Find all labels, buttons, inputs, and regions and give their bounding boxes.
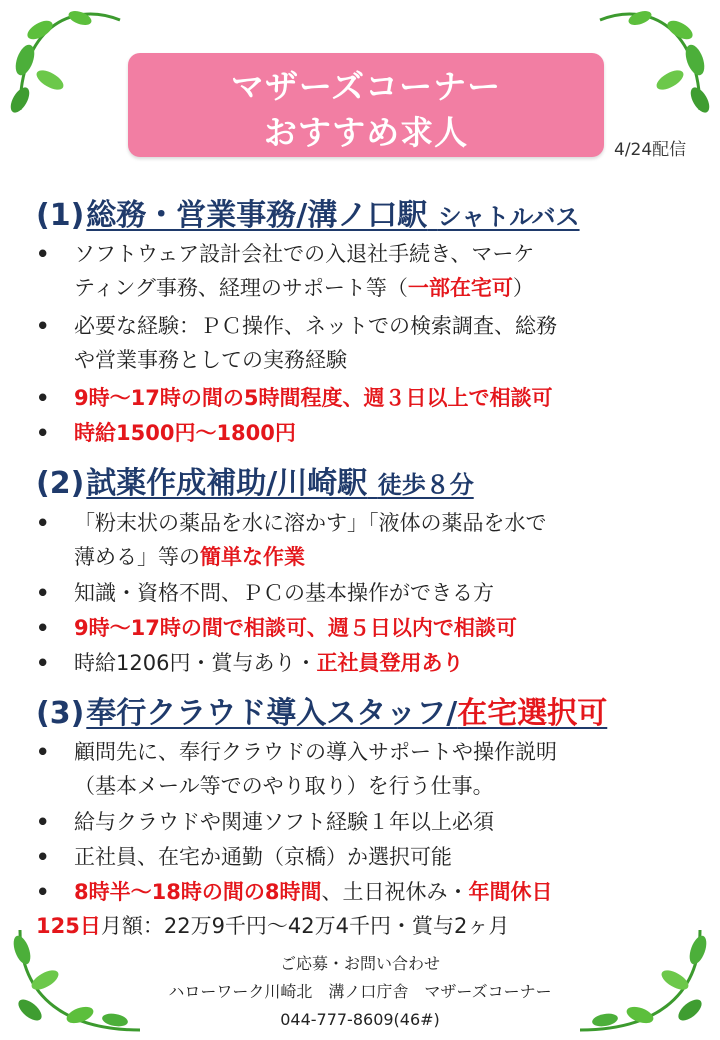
section-3-bullet-2	[36, 805, 696, 839]
bullet-line: （基本メール等でのやり取り）を行う仕事。	[74, 774, 494, 798]
simple-work-note: 簡単な作業	[200, 545, 305, 569]
salary-text: 月額：22万9千円～42万4千円・賞与2ヶ月	[100, 914, 510, 938]
bullet-dot: •	[36, 421, 50, 445]
section-2-title	[36, 458, 474, 502]
section-2-bullet-4	[36, 646, 696, 680]
bullet-dot: •	[36, 511, 50, 535]
contact-office: ハローワーク川崎北 溝ノ口庁舎 マザーズコーナー	[168, 982, 552, 1001]
contact-phone: 044-777-8609(46#)	[280, 1010, 440, 1029]
bullet-line-2	[74, 540, 696, 574]
annual-holidays-count: 125日	[36, 914, 101, 938]
section-3-bullet-3	[36, 840, 696, 874]
header-subtitle: おすすめ求人	[263, 113, 469, 152]
holidays-text: 、土日祝休み・	[321, 880, 469, 904]
vine-decoration-top-left	[0, 0, 140, 130]
section-3-number: (3)	[36, 696, 85, 731]
section-1-bullet-3	[36, 381, 696, 415]
bullet-line-text: 薄める」等の	[74, 545, 200, 569]
bullet-dot: •	[36, 651, 50, 675]
bullet-line: 顧問先に、奉行クラウドの導入サポートや操作説明	[74, 740, 557, 764]
bullet-line: 給与クラウドや関連ソフト経験１年以上必須	[74, 810, 494, 834]
bullet-line: ソフトウェア設計会社での入退社手続き、マーケ	[74, 242, 535, 266]
section-1-title-text: 総務・営業事務/溝ノ口駅	[86, 198, 428, 233]
bullet-line: 知識・資格不問、ＰＣの基本操作ができる方	[74, 581, 494, 605]
bullet-line: 9時～17時の間の5時間程度、週３日以上で相談可	[74, 386, 553, 410]
bullet-dot: •	[36, 314, 50, 338]
bullet-line-wrap	[74, 875, 696, 909]
bullet-dot: •	[36, 616, 50, 640]
bullet-line-text: ティング事務、経理のサポート等（	[74, 276, 408, 300]
bullet-dot: •	[36, 880, 50, 904]
section-2-access: 徒歩８分	[377, 471, 474, 499]
bullet-line-wrap	[74, 646, 696, 680]
bullet-line-wrap-2	[36, 909, 696, 943]
section-3-remote-option: 在宅選択可	[457, 696, 608, 731]
regular-employee-note: 正社員登用あり	[316, 651, 464, 675]
section-3-bullet-4	[36, 875, 696, 943]
section-1-bullet-2	[36, 309, 696, 377]
bullet-line: 必要な経験：ＰＣ操作、ネットでの検索調査、総務	[74, 314, 557, 338]
bullet-dot: •	[36, 740, 50, 764]
bullet-line: 時給1500円～1800円	[74, 421, 296, 445]
annual-holidays-label: 年間休日	[468, 880, 553, 904]
bullet-dot: •	[36, 810, 50, 834]
contact-footer	[0, 950, 720, 1034]
section-2-bullet-2	[36, 576, 696, 610]
header-banner	[128, 53, 604, 157]
section-3-bullet-1	[36, 735, 696, 803]
section-2-number: (2)	[36, 466, 85, 501]
bullet-line-2	[74, 271, 696, 305]
section-3-title-text: 奉行クラウド導入スタッフ/	[86, 696, 458, 731]
section-2-bullet-3	[36, 611, 696, 645]
delivery-date: 4/24配信	[614, 140, 687, 160]
section-2-title-text: 試薬作成補助/川崎駅	[86, 466, 368, 501]
bullet-line-tail: ）	[512, 276, 534, 300]
bullet-dot: •	[36, 845, 50, 869]
working-hours-note: 8時半～18時の間の8時間	[74, 880, 322, 904]
bullet-line-text: 時給1206円・賞与あり・	[74, 651, 317, 675]
bullet-line: 9時～17時の間で相談可、週５日以内で相談可	[74, 616, 517, 640]
section-2-bullet-1	[36, 506, 696, 574]
section-1-number: (1)	[36, 198, 85, 233]
remote-partial-note: 一部在宅可	[407, 276, 513, 300]
bullet-dot: •	[36, 386, 50, 410]
bullet-line: や営業事務としての実務経験	[74, 348, 347, 372]
bullet-dot: •	[36, 242, 50, 266]
section-1-title	[36, 190, 580, 234]
section-1-bullet-4	[36, 416, 696, 450]
section-1-bullet-1	[36, 237, 696, 305]
section-3-title	[36, 688, 607, 732]
header-title: マザーズコーナー	[230, 67, 502, 106]
section-1-access: シャトルバス	[437, 203, 580, 231]
bullet-line: 「粉末状の薬品を水に溶かす」「液体の薬品を水で	[74, 511, 547, 535]
bullet-dot: •	[36, 581, 50, 605]
contact-heading: ご応募・お問い合わせ	[279, 954, 440, 973]
bullet-line: 正社員、在宅か通勤（京橋）か選択可能	[74, 845, 452, 869]
